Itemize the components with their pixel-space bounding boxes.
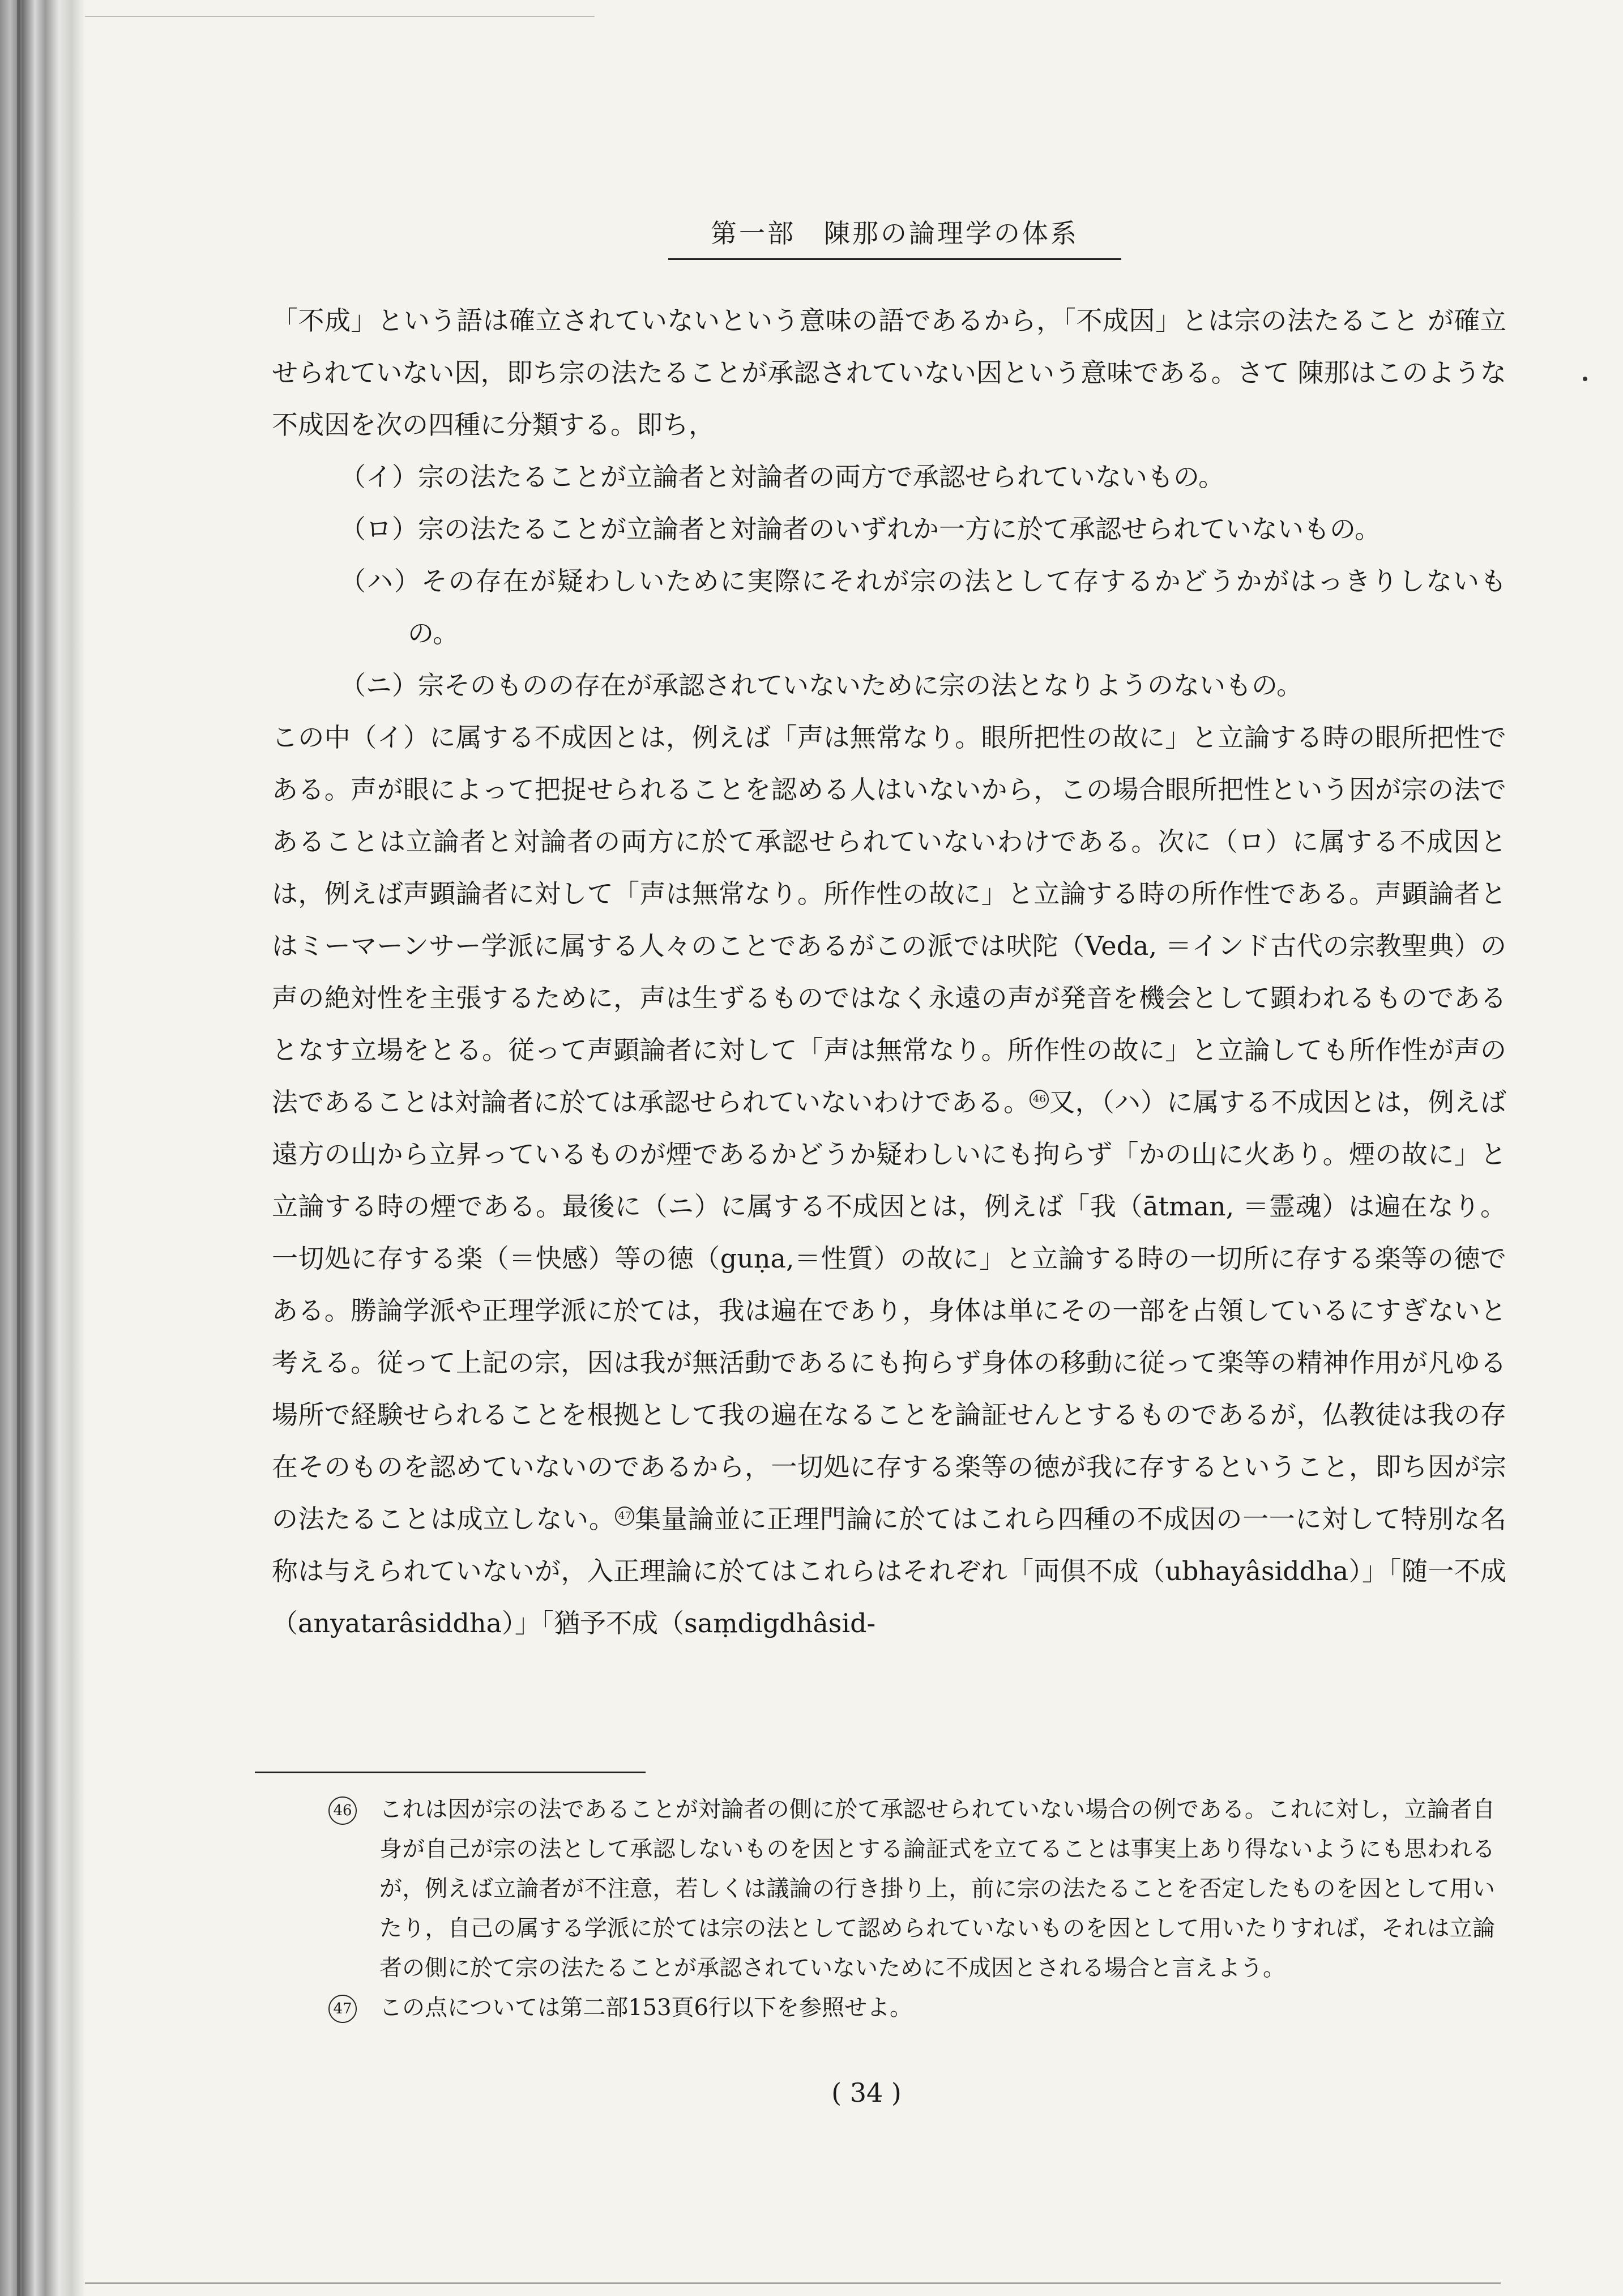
note-reference-46[interactable]: 46: [1030, 1090, 1049, 1109]
footnote-47: [328, 1988, 1495, 2028]
scan-bottom-edge: [85, 2282, 1501, 2284]
body-text: [272, 295, 1506, 1649]
running-head: 第一部 陳那の論理学の体系: [668, 215, 1121, 260]
list-item-ro: （ロ）宗の法たることが立論者と対論者のいずれか一方に於て承認せられていないもの。: [340, 514, 1381, 544]
page-number: ( 34 ): [831, 2077, 902, 2108]
footnote-number-46: 46: [328, 1796, 357, 1825]
book-binding-edge: [0, 0, 85, 2296]
footnote-rule: [255, 1772, 646, 1773]
list-item-ha: （ハ）その存在が疑わしいために実際にそれが宗の法として存するかどうかがはっきりしないもの。: [340, 566, 1506, 648]
paragraph-examples: [272, 711, 1506, 1649]
paragraph-intro: 「不成」という語は確立されていないという意味の語であるから，「不成因」とは宗の法たること が確立せられていない因，即ち宗の法たることが承認されていない因という意味である。さて 陳那はこのような不成因を次の四種に分類する。即ち，: [272, 305, 1506, 440]
footnote-text-46: これは因が宗の法であることが対論者の側に於て承認せられていない場合の例である。これに対し，立論者自身が自己が宗の法として承認しないものを因とする論証式を立てることは事実上あり得ないようにも思われるが，例えば立論者が不注意，若しくは議論の行き掛り上，前に宗の法たることを否定したものを因として用いたり，自己の属する学派に於ては宗の法として認められていないものを因として用いたりすれば，それは立論者の側に於て宗の法たることが承認されていないために不成因とされる場合と言えよう。: [379, 1796, 1495, 1981]
note-reference-47[interactable]: 47: [615, 1507, 634, 1526]
scan-speck: [1583, 377, 1587, 381]
list-item-ni: （ニ）宗そのものの存在が承認されていないために宗の法となりようのないもの。: [340, 670, 1303, 701]
scan-top-edge: [85, 16, 595, 17]
footnote-text-47: この点については第二部153頁6行以下を参照せよ。: [379, 1995, 912, 2021]
paragraph-examples-part2: 又，（ハ）に属する不成因とは，例えば遠方の山から立昇っているものが煙であるかどうか疑わしいにも拘らず「かの山に火あり。煙の故に」と立論する時の煙である。最後に（ニ）に属する不成因とは，例えば「我（ātman, ＝霊魂）は遍在なり。一切処に存する楽（＝快感）等の徳（guṇa,＝性質）の故に」と立論する時の一切所に存する楽等の徳である。勝論学派や正理学派に於ては，我は遍在であり，身体は単にその一部を占領しているにすぎないと考える。従って上記の宗，因は我が無活動であるにも拘らず身体の移動に従って楽等の精神作用が凡ゆる場所で経験せられることを根拠として我の遍在なることを論証せんとするものであるが，仏教徒は我の存在そのものを認めていないのであるから，一切処に存する楽等の徳が我に存するということ，即ち因が宗の法たることは成立しない。: [272, 1087, 1507, 1534]
footnotes: [328, 1790, 1495, 2028]
paragraph-examples-part1: この中（イ）に属する不成因とは，例えば「声は無常なり。眼所把性の故に」と立論する時の眼所把性である。声が眼によって把捉せられることを認める人はいないから，この場合眼所把性という因が宗の法であることは立論者と対論者の両方に於て承認せられていないわけである。次に（ロ）に属する不成因とは，例えば声顕論者に対して「声は無常なり。所作性の故に」と立論する時の所作性である。声顕論者とはミーマーンサー学派に属する人々のことであるがこの派では吠陀（Veda, ＝インド古代の宗教聖典）の声の絶対性を主張するために，声は生ずるものではなく永遠の声が発音を機会として顕われるものであるとなす立場をとる。従って声顕論者に対して「声は無常なり。所作性の故に」と立論しても所作性が声の法であることは対論者に於ては承認せられていないわけである。: [272, 722, 1507, 1117]
list-item-i: （イ）宗の法たることが立論者と対論者の両方で承認せられていないもの。: [340, 462, 1225, 492]
footnote-46: [328, 1790, 1495, 1988]
paragraph-examples-part3: 集量論並に正理門論に於てはこれら四種の不成因の一一に対して特別な名称は与えられていないが，入正理論に於てはこれらはそれぞれ「両倶不成（ubhayâsiddha）」「随一不成（anyatarâsiddha）」「猶予不成（saṃdigdhâsid-: [272, 1504, 1507, 1638]
footnote-number-47: 47: [328, 1995, 357, 2023]
